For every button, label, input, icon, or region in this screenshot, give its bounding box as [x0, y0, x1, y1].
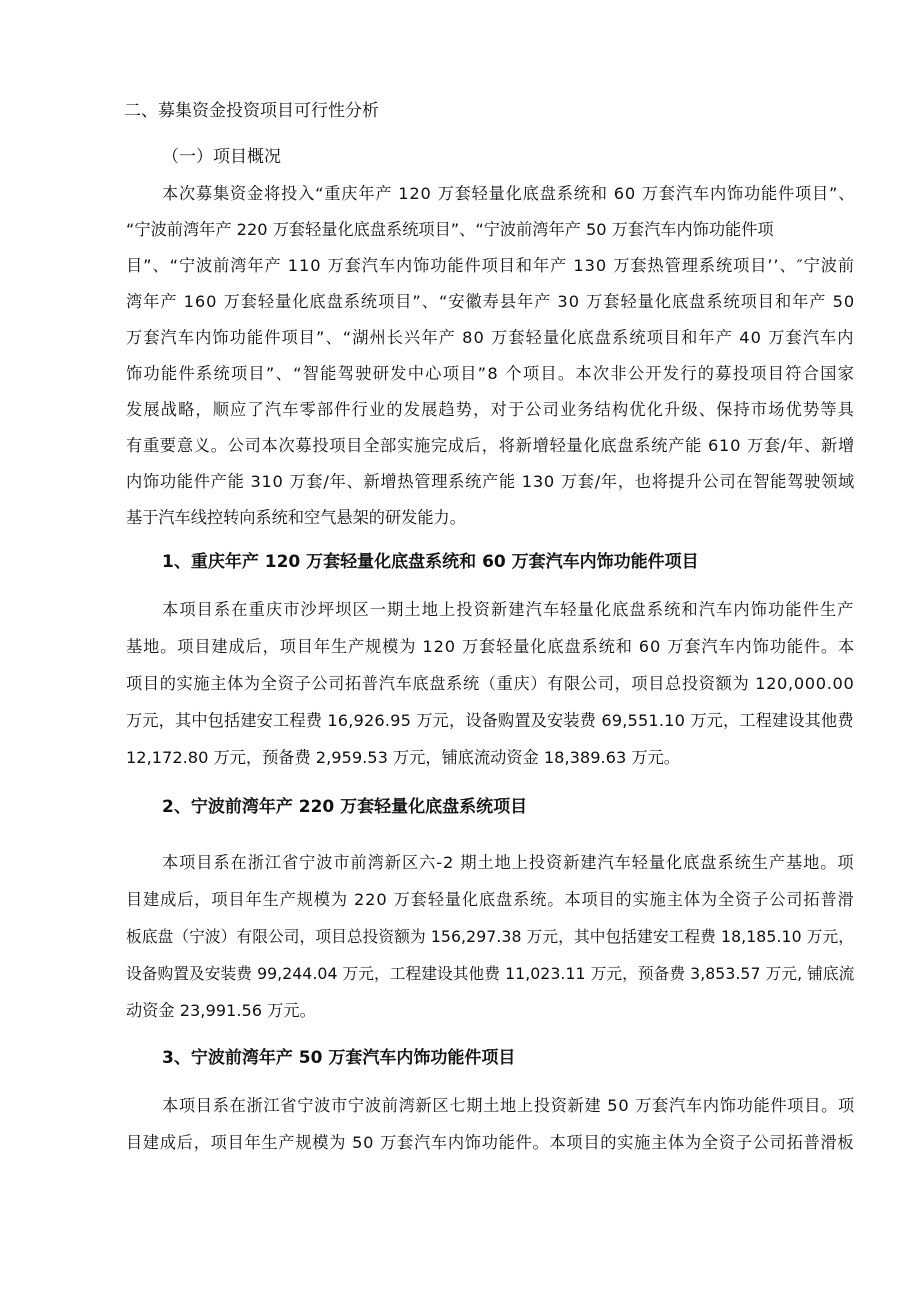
project1-title: 1、重庆年产 120 万套轻量化底盘系统和 60 万套汽车内饰功能件项目: [162, 552, 699, 572]
project3-title: 3、宁波前湾年产 50 万套汽车内饰功能件项目: [162, 1048, 516, 1068]
project2-line: 设备购置及安装费 99,244.04 万元，工程建设其他费 11,023.11 万元，预备费 3,853.57 万元, 铺底流: [126, 964, 855, 983]
project2-line: 本项目系在浙江省宁波市前湾新区六-2 期土地上投资新建汽车轻量化底盘系统生产基地。项: [162, 853, 855, 872]
overview-line: 饰功能件系统项目”、“智能驾驶研发中心项目”8 个项目。本次非公开发行的募投项目符合国家: [126, 364, 856, 383]
overview-line: 基于汽车线控转向系统和空气悬架的研发能力。: [126, 508, 466, 527]
overview-line: 本次募集资金将投入“重庆年产 120 万套轻量化底盘系统和 60 万套汽车内饰功能件项目”、: [162, 184, 856, 203]
overview-line: 万套汽车内饰功能件项目”、“湖州长兴年产 80 万套轻量化底盘系统项目和年产 40 万套汽车内: [126, 328, 855, 347]
overview-line: “宁波前湾年产 220 万套轻量化底盘系统项目”、“宁波前湾年产 50 万套汽车内饰功能件项: [126, 220, 774, 239]
overview-line: 内饰功能件产能 310 万套/年、新增热管理系统产能 130 万套/年，也将提升公司在智能驾驶领域: [126, 472, 855, 491]
project1-line: 项目的实施主体为全资子公司拓普汽车底盘系统（重庆）有限公司，项目总投资额为 120,000.00: [126, 674, 855, 693]
project2-line: 目建成后，项目年生产规模为 220 万套轻量化底盘系统。本项目的实施主体为全资子公司拓普滑: [126, 890, 855, 909]
project1-line: 本项目系在重庆市沙坪坝区一期土地上投资新建汽车轻量化底盘系统和汽车内饰功能件生产: [162, 600, 855, 619]
overview-line: 发展战略，顺应了汽车零部件行业的发展趋势，对于公司业务结构优化升级、保持市场优势等具: [126, 400, 856, 419]
overview-line: 有重要意义。公司本次募投项目全部实施完成后，将新增轻量化底盘系统产能 610 万套/年、新增: [126, 436, 855, 455]
project3-line: 本项目系在浙江省宁波市宁波前湾新区七期土地上投资新建 50 万套汽车内饰功能件项目。项: [162, 1096, 855, 1115]
section-title: 二、募集资金投资项目可行性分析: [124, 101, 379, 121]
overview-line: 目”、“宁波前湾年产 110 万套汽车内饰功能件项目和年产 130 万套热管理系统项目’’、″宁波前: [126, 256, 855, 275]
overview-line: 湾年产 160 万套轻量化底盘系统项目”、“安徽寿县年产 30 万套轻量化底盘系统项目和年产 50: [126, 292, 856, 311]
project2-line: 动资金 23,991.56 万元。: [126, 1001, 316, 1020]
project3-line: 目建成后，项目年生产规模为 50 万套汽车内饰功能件。本项目的实施主体为全资子公司拓普滑板: [126, 1133, 855, 1152]
project1-line: 基地。项目建成后，项目年生产规模为 120 万套轻量化底盘系统和 60 万套汽车内饰功能件。本: [126, 637, 856, 656]
project1-line: 万元，其中包括建安工程费 16,926.95 万元，设备购置及安装费 69,551.10 万元，工程建设其他费: [126, 711, 854, 730]
subsection-title: （一）项目概况: [162, 147, 281, 167]
project2-title: 2、宁波前湾年产 220 万套轻量化底盘系统项目: [162, 797, 528, 817]
project2-line: 板底盘（宁波）有限公司，项目总投资额为 156,297.38 万元，其中包括建安工程费 18,185.10 万元，: [126, 927, 855, 946]
project1-line: 12,172.80 万元，预备费 2,959.53 万元，铺底流动资金 18,389.63 万元。: [126, 748, 680, 767]
